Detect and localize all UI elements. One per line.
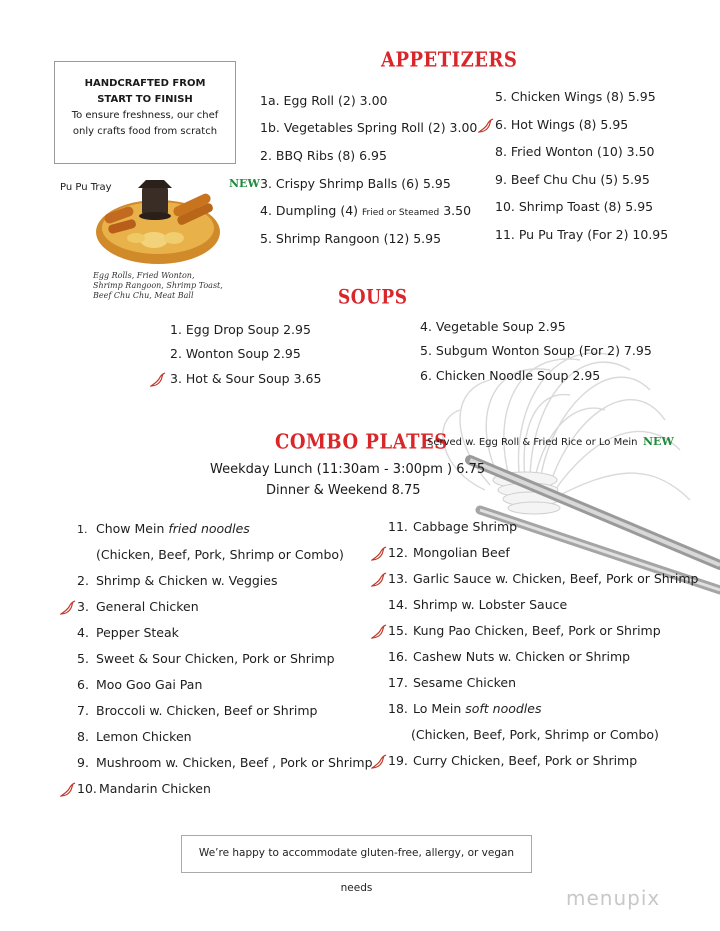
appetizer-item: 5. Chicken Wings (8) 5.95 (495, 89, 656, 104)
combo-text: Kung Pao Chicken, Beef, Pork or Shrimp (413, 623, 661, 638)
combo-num: 1. (77, 523, 88, 536)
combo-text: Shrimp w. Lobster Sauce (413, 597, 568, 612)
combo-item (77, 599, 199, 614)
combo-item (388, 545, 510, 560)
appetizer-item: 2. BBQ Ribs (8) 6.95 (260, 148, 387, 163)
combo-item-1-options: (Chicken, Beef, Pork, Shrimp or Combo) (96, 547, 344, 562)
combo-item (388, 649, 630, 664)
combo-text: Chow Mein (96, 521, 169, 536)
combo-text: Broccoli w. Chicken, Beef or Shrimp (96, 703, 318, 718)
pupu-photo-label: Pu Pu Tray (60, 182, 112, 193)
handcrafted-title-1: HANDCRAFTED FROM (84, 78, 206, 89)
combo-num: 4. (77, 625, 89, 640)
appetizer-item: 11. Pu Pu Tray (For 2) 10.95 (495, 227, 669, 242)
chili-pepper-icon (478, 118, 494, 134)
combo-item (77, 703, 317, 718)
combo-text: Garlic Sauce w. Chicken, Beef, Pork or Shrimp (413, 571, 699, 586)
appetizer-item: 8. Fried Wonton (10) 3.50 (495, 144, 655, 159)
chili-pepper-icon (371, 624, 387, 640)
combo-item (77, 573, 278, 588)
combo-item (388, 675, 516, 690)
soup-item: 1. Egg Drop Soup 2.95 (170, 322, 311, 337)
handcrafted-text-2: only crafts food from scratch (72, 126, 218, 137)
combo-num: 10. (77, 781, 97, 796)
combo-item (388, 623, 661, 638)
combo-num: 18. (388, 701, 408, 716)
combo-text: Mongolian Beef (413, 545, 510, 560)
menupix-watermark: menupix (566, 886, 661, 910)
combo-item (77, 755, 373, 770)
combo-item (388, 753, 637, 768)
combo-num: 9. (77, 755, 89, 770)
dietary-note-box: We’re happy to accommodate gluten-free, allergy, or vegan needs (181, 835, 532, 873)
combo-item-18-options: (Chicken, Beef, Pork, Shrimp or Combo) (411, 727, 659, 742)
appetizer-new-tag: NEW (229, 177, 260, 190)
chili-pepper-icon (371, 572, 387, 588)
combo-item (388, 597, 567, 612)
combo-num: 3. (77, 599, 89, 614)
combo-num: 17. (388, 675, 408, 690)
combo-italic: soft noodles (465, 701, 542, 716)
handcrafted-title-2: START TO FINISH (97, 94, 193, 105)
appetizer-item-dumpling (260, 203, 471, 218)
pupu-tray-photo (94, 180, 226, 268)
combo-text: Shrimp & Chicken w. Veggies (96, 573, 278, 588)
dumpling-price: 3.50 (443, 203, 472, 218)
combo-text: General Chicken (96, 599, 199, 614)
soups-heading: SOUPS (338, 286, 408, 309)
combo-item (388, 519, 517, 534)
combo-num: 2. (77, 573, 89, 588)
dumpling-note: Fried or Steamed (362, 208, 440, 218)
chili-pepper-icon (371, 546, 387, 562)
combo-num: 14. (388, 597, 408, 612)
pupu-caption-line: Beef Chu Chu, Meat Ball (93, 291, 194, 300)
handcrafted-text-1: To ensure freshness, our chef (71, 110, 219, 121)
soup-item: 6. Chicken Noodle Soup 2.95 (420, 368, 601, 383)
handcrafted-box (54, 61, 236, 164)
combo-subtitle: Served w. Egg Roll & Fried Rice or Lo Mein (427, 437, 638, 448)
combo-text: Cashew Nuts w. Chicken or Shrimp (413, 649, 631, 664)
combo-text: Sesame Chicken (413, 675, 517, 690)
combo-text: Mushroom w. Chicken, Beef , Pork or Shrimp (96, 755, 373, 770)
soup-item: 4. Vegetable Soup 2.95 (420, 319, 566, 334)
appetizer-item: 9. Beef Chu Chu (5) 5.95 (495, 172, 650, 187)
combo-item (77, 625, 179, 640)
combo-item (77, 781, 211, 796)
chili-pepper-icon (150, 372, 166, 388)
combo-text: Moo Goo Gai Pan (96, 677, 203, 692)
combo-num: 13. (388, 571, 408, 586)
soup-item: 2. Wonton Soup 2.95 (170, 346, 301, 361)
appetizer-item: 6. Hot Wings (8) 5.95 (495, 117, 629, 132)
dumpling-name: 4. Dumpling (4) (260, 203, 359, 218)
combo-num: 6. (77, 677, 89, 692)
appetizer-item: 10. Shrimp Toast (8) 5.95 (495, 199, 654, 214)
combo-text: Lo Mein (413, 701, 466, 716)
combo-text: Mandarin Chicken (99, 781, 211, 796)
combo-num: 7. (77, 703, 89, 718)
combo-num: 19. (388, 753, 408, 768)
combo-italic: fried noodles (168, 521, 250, 536)
combo-num: 11. (388, 519, 408, 534)
appetizer-item: 1b. Vegetables Spring Roll (2) 3.00 (260, 120, 478, 135)
appetizer-item: 5. Shrimp Rangoon (12) 5.95 (260, 231, 442, 246)
combo-text: Curry Chicken, Beef, Pork or Shrimp (413, 753, 638, 768)
soup-item: 5. Subgum Wonton Soup (For 2) 7.95 (420, 343, 652, 358)
combo-lunch-price: Weekday Lunch (11:30am - 3:00pm ) 6.75 (210, 462, 486, 477)
combo-num: 5. (77, 651, 89, 666)
combo-text: Pepper Steak (96, 625, 179, 640)
combo-text: Cabbage Shrimp (413, 519, 518, 534)
pupu-caption (93, 271, 233, 301)
combo-text: Sweet & Sour Chicken, Pork or Shrimp (96, 651, 335, 666)
combo-item (77, 651, 335, 666)
combo-num: 12. (388, 545, 408, 560)
combo-num: 15. (388, 623, 408, 638)
combo-new-tag: NEW (643, 435, 674, 448)
combo-num: 8. (77, 729, 89, 744)
appetizer-item: 3. Crispy Shrimp Balls (6) 5.95 (260, 176, 451, 191)
combo-item (77, 677, 202, 692)
combo-item-1 (77, 521, 250, 536)
combo-dinner-price: Dinner & Weekend 8.75 (266, 483, 421, 498)
appetizer-item: 1a. Egg Roll (2) 3.00 (260, 93, 388, 108)
combo-item-18 (388, 701, 541, 716)
soup-item: 3. Hot & Sour Soup 3.65 (170, 371, 322, 386)
appetizers-heading: APPETIZERS (381, 48, 518, 73)
chili-pepper-icon (371, 754, 387, 770)
pupu-caption-line: Shrimp Rangoon, Shrimp Toast, (93, 281, 223, 290)
pupu-caption-line: Egg Rolls, Fried Wonton, (93, 271, 195, 280)
combo-item (77, 729, 192, 744)
chili-pepper-icon (60, 782, 76, 798)
chili-pepper-icon (60, 600, 76, 616)
combo-text: Lemon Chicken (96, 729, 192, 744)
combo-item (388, 571, 698, 586)
combo-heading: COMBO PLATES (275, 430, 448, 455)
combo-num: 16. (388, 649, 408, 664)
